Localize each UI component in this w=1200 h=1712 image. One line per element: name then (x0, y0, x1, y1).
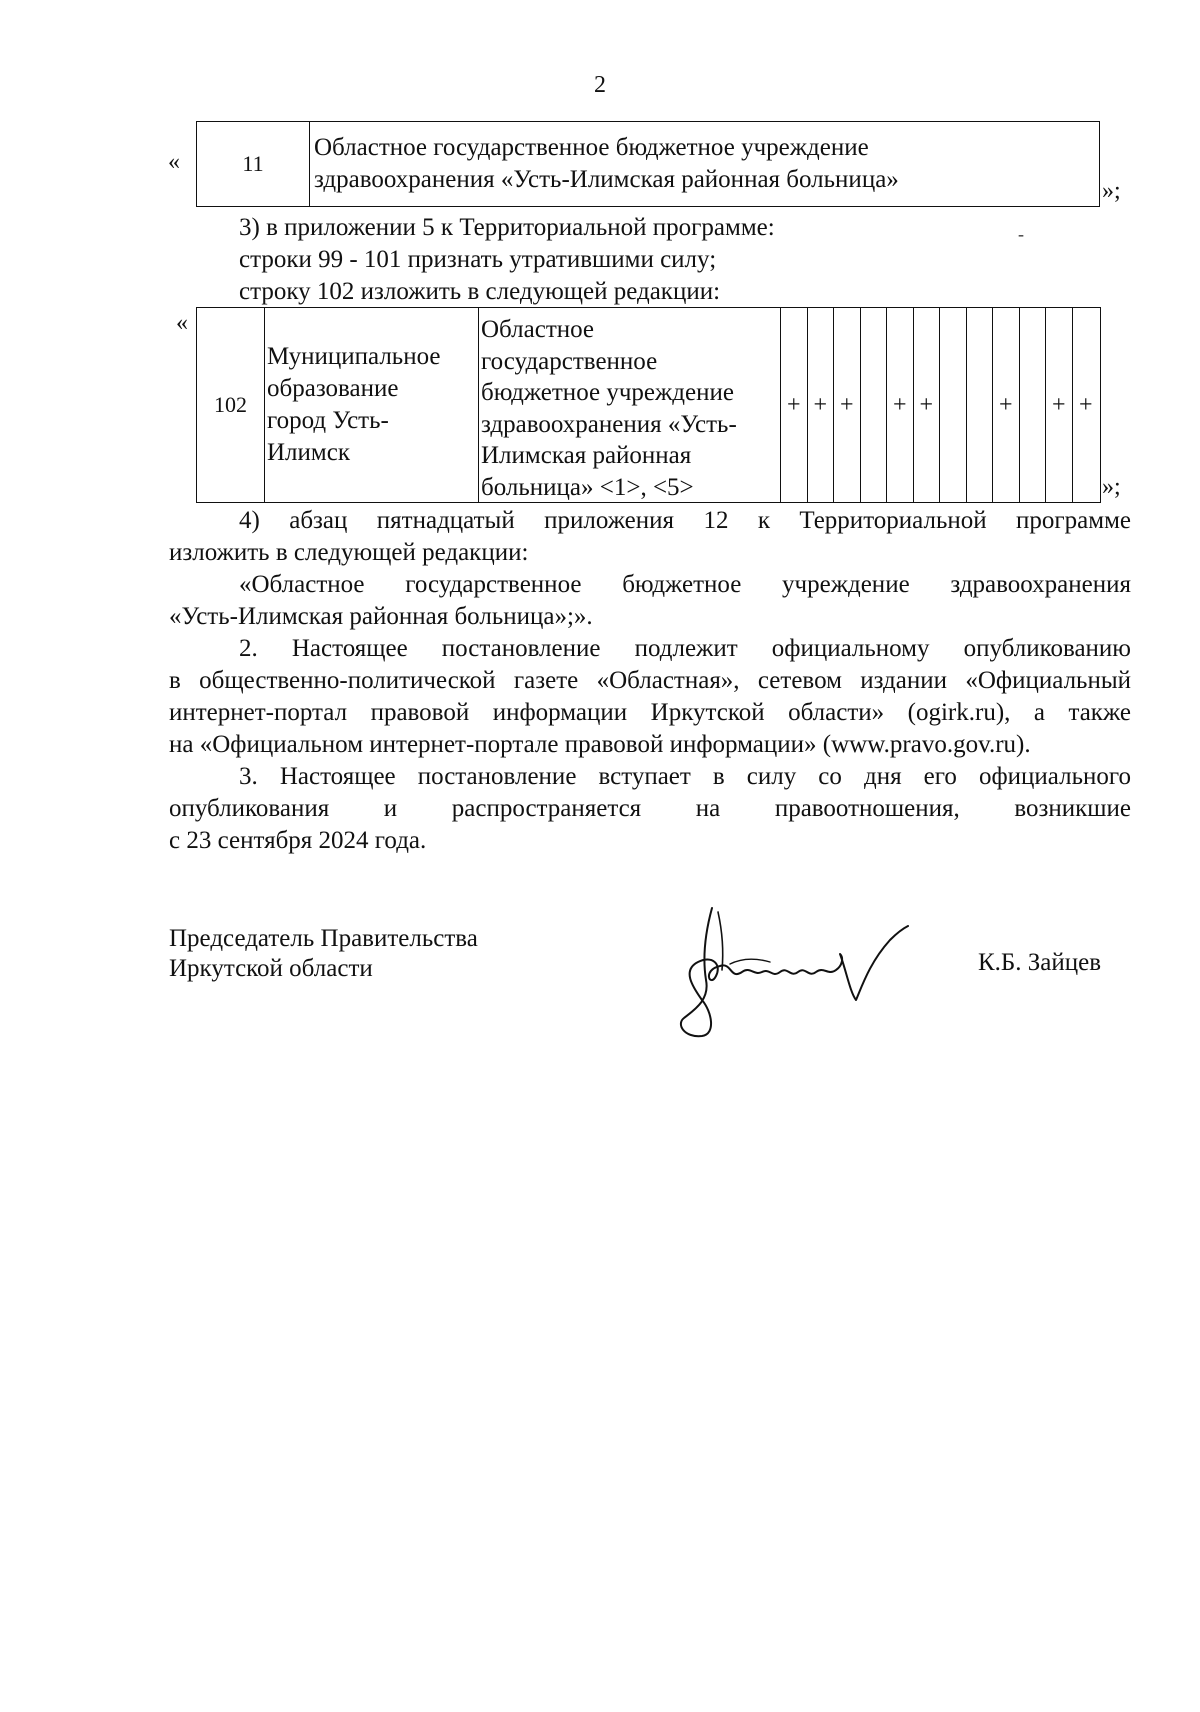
municipality-line: город Усть- (267, 407, 389, 434)
organization-name-line: Областное государственное бюджетное учреждение (314, 134, 869, 161)
flag-cell: + (1078, 391, 1093, 418)
organization-line: больница» <1>, <5> (481, 473, 694, 501)
paragraph-line: на «Официальном интернет-портале правовой информации» (www.pravo.gov.ru). (169, 731, 1031, 758)
organization-line: Областное (481, 316, 595, 343)
scan-mark: - (1018, 224, 1024, 244)
flag-cell: + (993, 308, 1020, 502)
point3-paragraph (169, 761, 1131, 857)
flag-cell (940, 308, 967, 502)
paragraph-line: «Областное государственное бюджетное учреждение здравоохранения (239, 571, 1131, 598)
organization-name-cell (310, 122, 1099, 206)
paragraph-line: 3. Настоящее постановление вступает в силу со дня его официального (239, 763, 1131, 790)
paragraph-line: опубликования и распространяется на правоотношения, возникшие (169, 795, 1131, 822)
page-number: 2 (594, 72, 606, 98)
organization-cell (479, 308, 781, 502)
table-row-102 (196, 307, 1101, 503)
flag-cell: + (834, 308, 861, 502)
flag-cell (861, 308, 888, 502)
paragraph-line: интернет-портал правовой информации Иркутской области» (ogirk.ru), а также (169, 699, 1131, 726)
organization-line: здравоохранения «Усть- (481, 410, 737, 438)
organization-line: Илимская районная (481, 442, 692, 469)
signatory-title-line: Иркутской области (169, 955, 373, 982)
table-row-11 (196, 121, 1100, 207)
municipality-line: Илимск (267, 439, 350, 466)
flag-cell: + (781, 308, 808, 502)
table1-quote-open: « (168, 149, 180, 175)
signatory-title-line: Председатель Правительства (169, 925, 478, 952)
signatory-name: К.Б. Зайцев (978, 949, 1102, 976)
point2-paragraph (169, 633, 1131, 761)
municipality-line: образование (267, 375, 399, 402)
paragraph-line: в общественно-политической газете «Областная», сетевом издании «Официальный (169, 667, 1131, 694)
item3-line: строку 102 изложить в следующей редакции: (239, 278, 721, 305)
organization-name-line: здравоохранения «Усть-Илимская районная больница» (314, 166, 899, 193)
flag-cell: + (914, 308, 941, 502)
row-number-cell: 102 (197, 308, 265, 502)
paragraph-line: 4) абзац пятнадцатый приложения 12 к Территориальной программе (239, 507, 1131, 534)
municipality-line: Муниципальное (267, 343, 441, 370)
item3-line: строки 99 - 101 признать утратившими силу; (239, 246, 717, 273)
paragraph-line: «Усть-Илимская районная больница»;». (169, 603, 593, 630)
paragraph-line: изложить в следующей редакции: (169, 539, 529, 566)
paragraph-line: с 23 сентября 2024 года. (169, 827, 427, 854)
organization-line: государственное (481, 347, 658, 375)
flag-cell: + (887, 308, 914, 502)
flag-cell: + (808, 308, 835, 502)
item4-quote (169, 569, 1131, 633)
table2-quote-close: »; (1102, 474, 1121, 500)
item4-paragraph (169, 505, 1131, 569)
table2-quote-open: « (176, 310, 188, 336)
flag-cell: + (1046, 308, 1073, 502)
flag-cell (1020, 308, 1047, 502)
item3-line: 3) в приложении 5 к Территориальной программе: (239, 214, 775, 241)
signatory-title (169, 924, 478, 984)
paragraph-line: 2. Настоящее постановление подлежит официальному опубликованию (239, 635, 1131, 662)
row-number-cell: 11 (197, 122, 310, 206)
municipality-cell (265, 308, 479, 502)
flag-cell (967, 308, 994, 502)
handwritten-signature (672, 900, 942, 1040)
table1-quote-close: »; (1102, 178, 1121, 204)
organization-line: бюджетное учреждение (481, 379, 734, 406)
